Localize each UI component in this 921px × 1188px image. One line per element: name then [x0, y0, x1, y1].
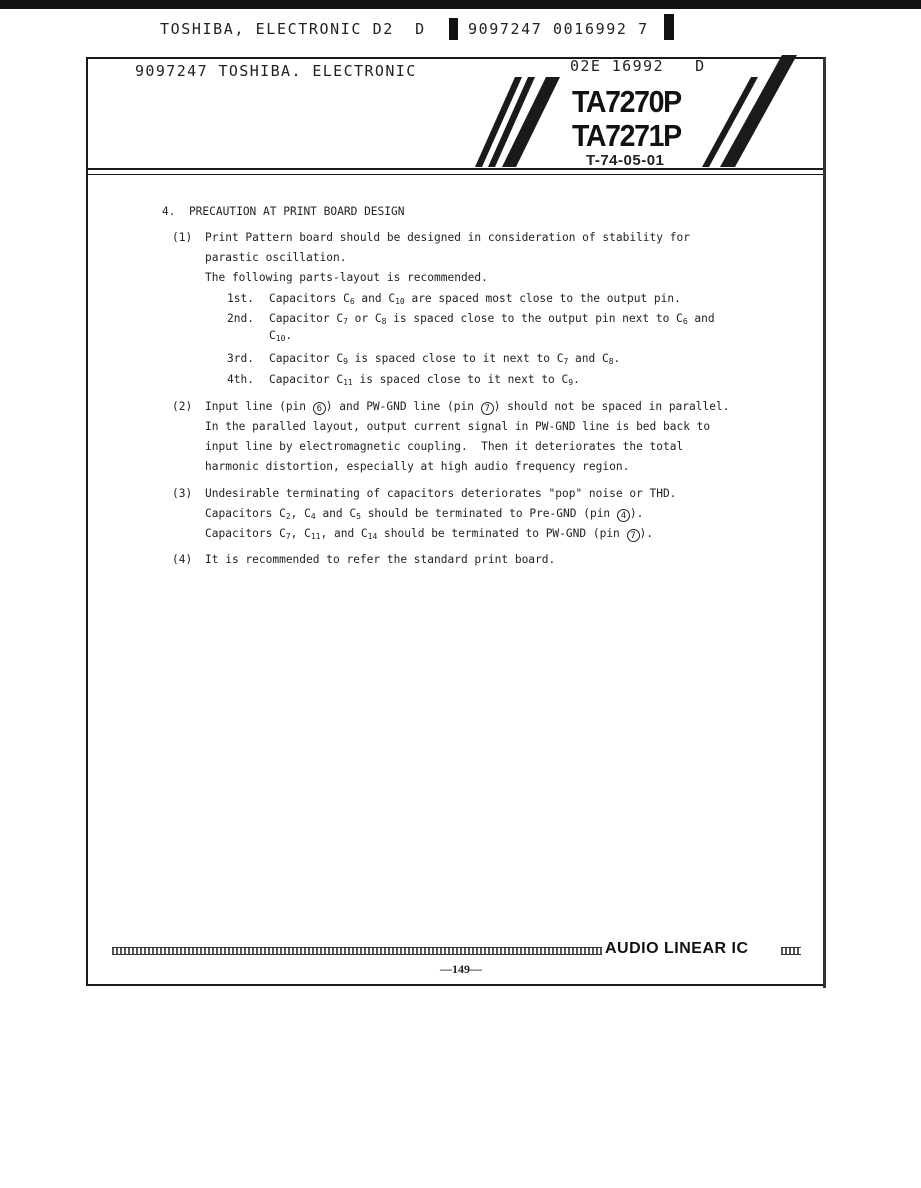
pin-4-circle: 4 — [617, 509, 630, 522]
doc-code-left: 9097247 TOSHIBA. ELECTRONIC — [135, 62, 417, 80]
part-number-2: TA7271P — [572, 118, 681, 153]
scan-stamp-right: 9097247 0016992 7 — [468, 20, 649, 38]
pin-7-circle: 7 — [627, 529, 640, 542]
tracking-code: T-74-05-01 — [586, 152, 665, 169]
subitem-ordinal: 2nd. — [227, 312, 254, 325]
pin-7-circle: 7 — [481, 402, 494, 415]
subitem-ordinal: 3rd. — [227, 352, 254, 365]
subitem-ordinal: 4th. — [227, 373, 254, 386]
item-line: Undesirable terminating of capacitors deteriorates "pop" noise or THD. — [205, 487, 677, 500]
item-line: The following parts-layout is recommended. — [205, 271, 488, 284]
item-line: Print Pattern board should be designed in consideration of stability for — [205, 231, 690, 244]
subitem-text: Capacitor $C_9$ is spaced close to it next to $C_7$ and $C_8$. — [269, 352, 621, 366]
scan-marker-right — [664, 14, 674, 40]
item-line: Input line (pin 6 ) and PW-GND line (pin 7 ) should not be spaced in parallel. — [205, 400, 730, 414]
scan-top-bar — [0, 0, 921, 9]
item-line: Capacitors $C_2$, $C_4$ and $C_5$ should be terminated to Pre-GND (pin 4 ). — [205, 507, 644, 521]
page-number: —149— — [440, 962, 482, 976]
item-line: Capacitors $C_7$, $C_{11}$, and $C_{14}$ should be terminated to PW-GND (pin 7 ). — [205, 527, 654, 541]
item-number: (1) — [172, 231, 193, 244]
item-number: (4) — [172, 553, 193, 566]
item-line: parastic oscillation. — [205, 251, 347, 264]
item-number: (3) — [172, 487, 193, 500]
scan-marker-left — [449, 18, 458, 40]
part-number-1: TA7270P — [572, 84, 681, 119]
item-line: It is recommended to refer the standard print board. — [205, 553, 556, 566]
footer-brand: AUDIO LINEAR IC — [605, 940, 749, 957]
item-line: In the paralled layout, output current signal in PW-GND line is bed back to — [205, 420, 711, 433]
subitem-text: Capacitor $C_7$ or $C_8$ is spaced close to the output pin next to $C_6$ and $C_{10}$. — [269, 312, 715, 343]
subitem-text: Capacitor $C_{11}$ is spaced close to it next to $C_9$. — [269, 373, 580, 387]
page-frame-shadow — [823, 57, 826, 988]
subitem-ordinal: 1st. — [227, 292, 254, 305]
doc-code-right: 02E 16992 D — [570, 57, 706, 75]
footer-rule-right — [781, 947, 801, 955]
item-line: input line by electromagnetic coupling. Then it deteriorates the total — [205, 440, 684, 453]
header-rule-bottom — [88, 174, 823, 175]
footer-rule-left — [112, 947, 602, 955]
pin-6-circle: 6 — [313, 402, 326, 415]
item-line: harmonic distortion, especially at high audio frequency region. — [205, 460, 630, 473]
item-number: (2) — [172, 400, 193, 413]
subitem-text: Capacitors $C_6$ and $C_{10}$ are spaced most close to the output pin. — [269, 292, 681, 306]
scan-stamp-left: TOSHIBA, ELECTRONIC D2 D — [160, 20, 426, 38]
section-heading: 4. PRECAUTION AT PRINT BOARD DESIGN — [162, 205, 405, 218]
